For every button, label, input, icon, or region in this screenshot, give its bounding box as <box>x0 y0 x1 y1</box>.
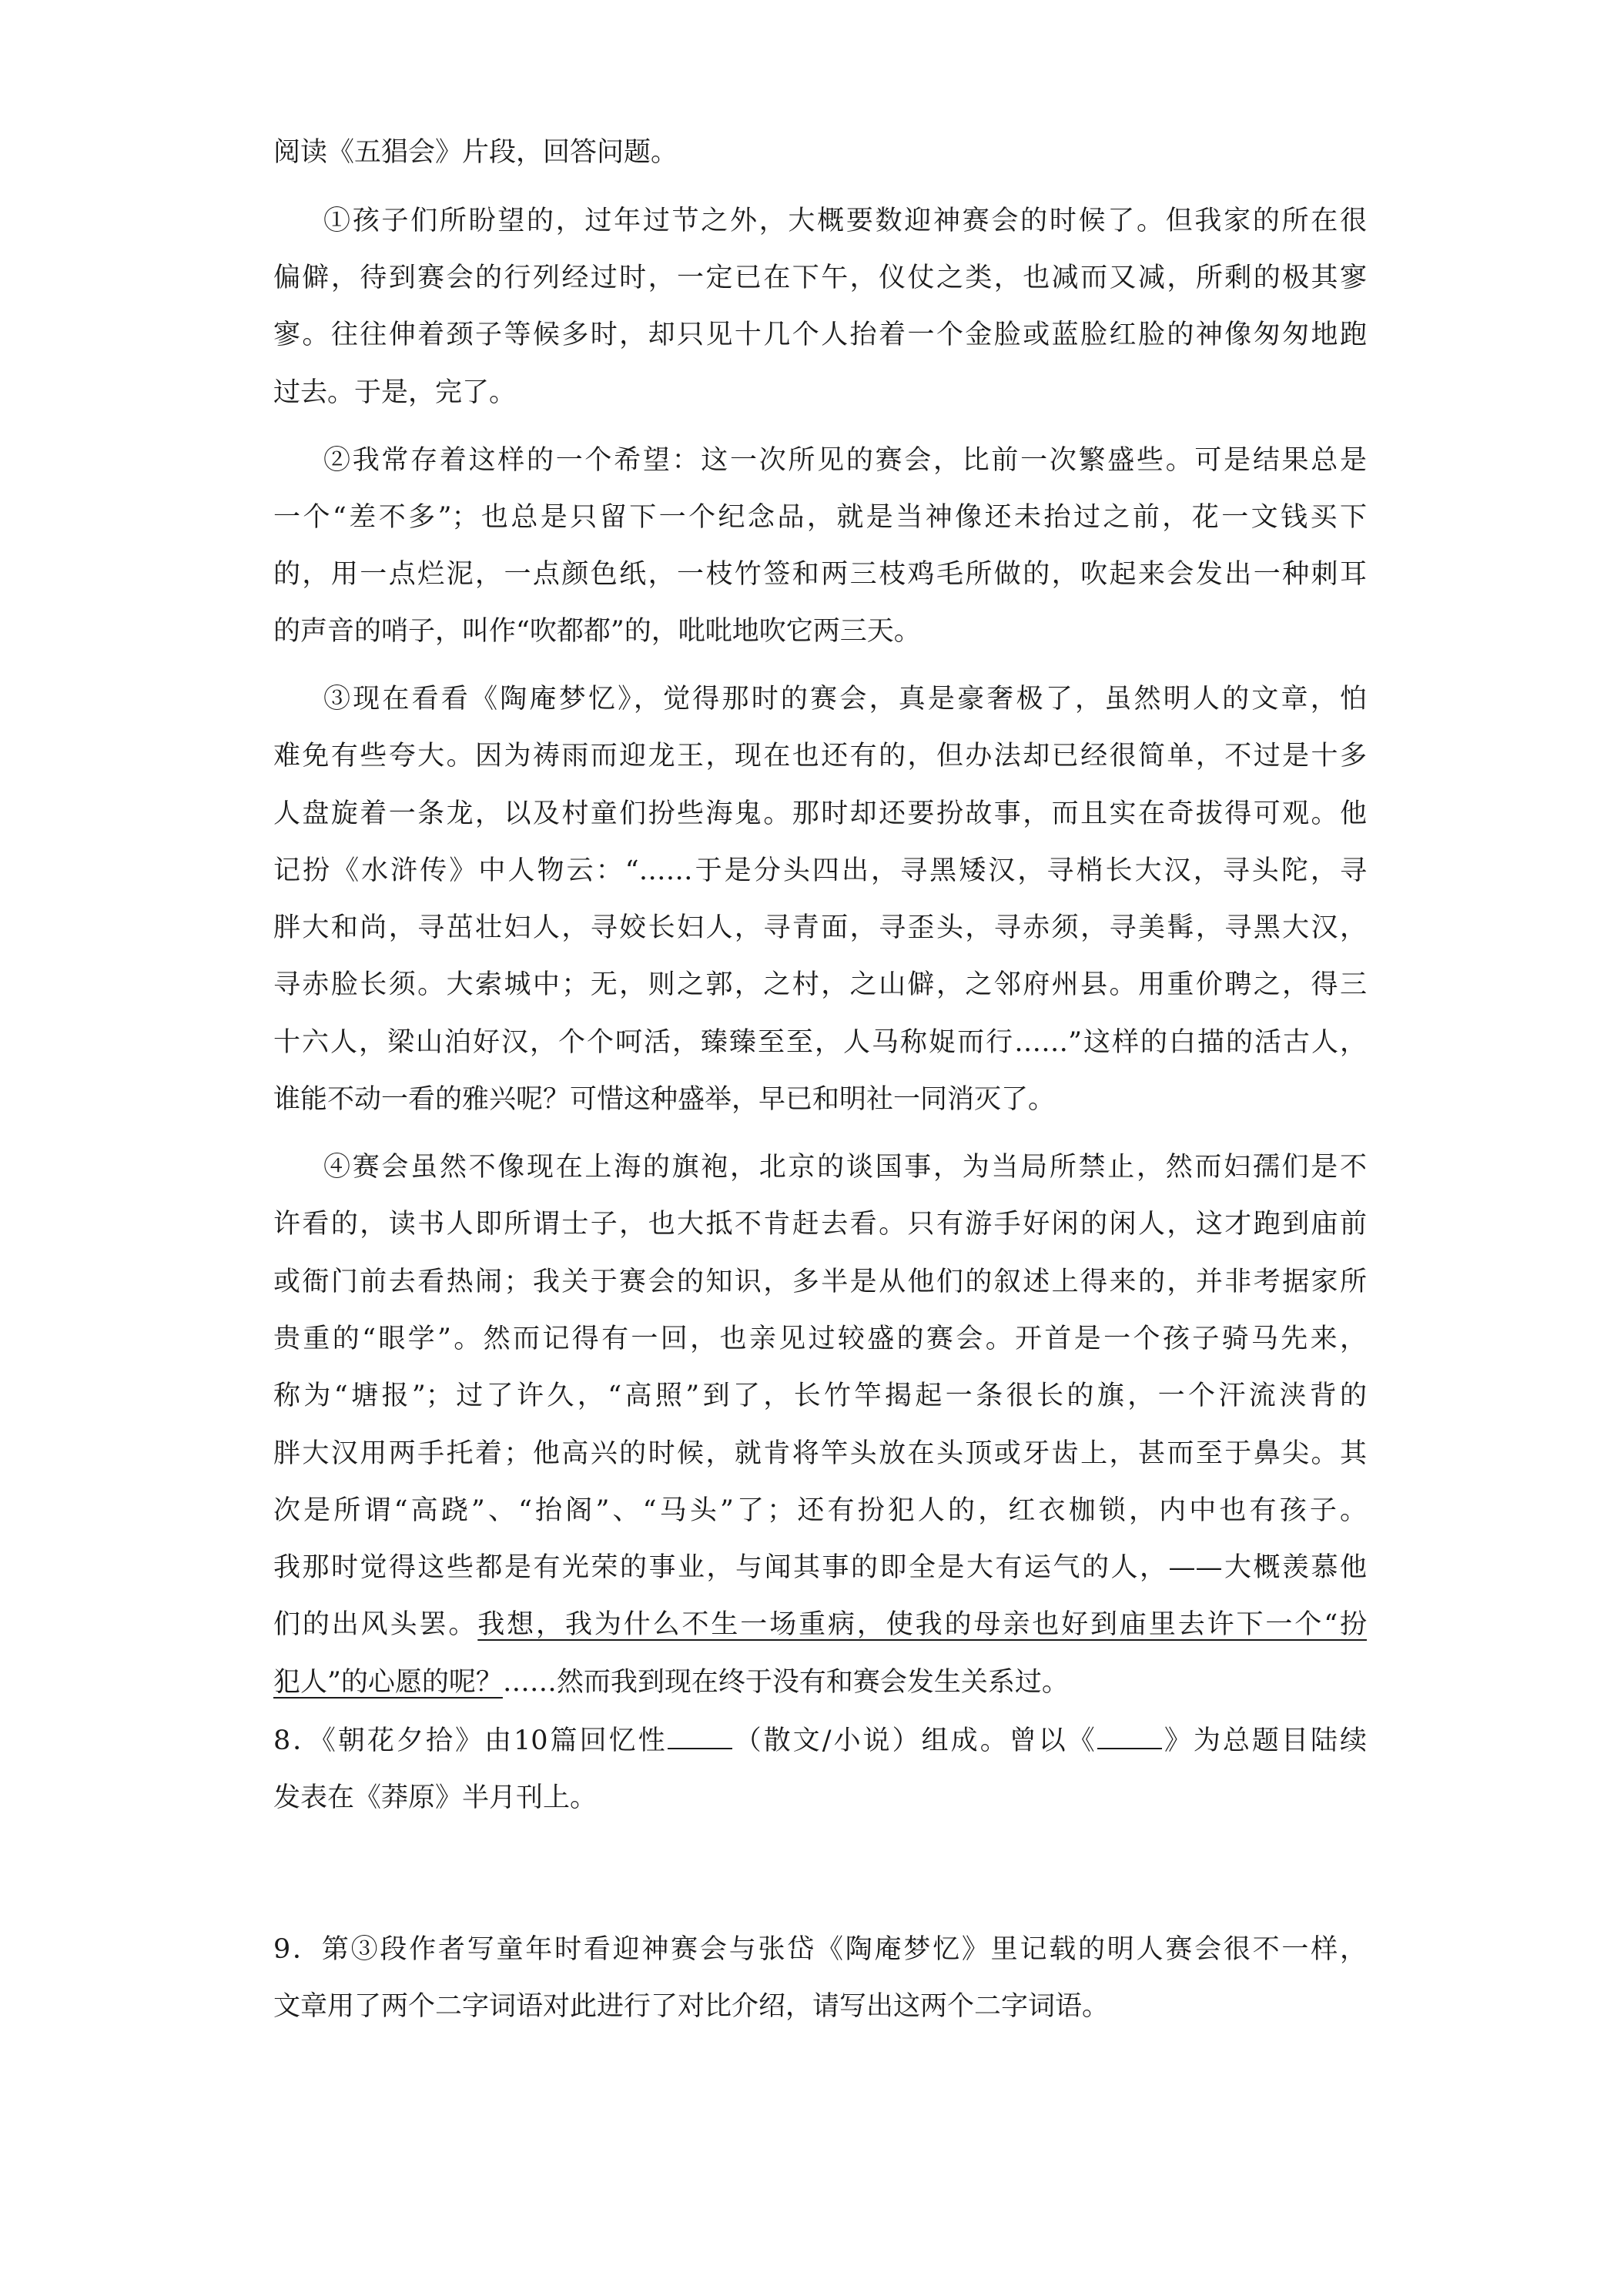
question-line: 发表在《莽原》半月刊上。 <box>273 1782 598 1813</box>
paragraph-line: 贵重的“眼学”。然而记得有一回，也亲见过较盛的赛会。开首是一个孩子骑马先来， <box>273 1324 1367 1354</box>
paragraph-line: ④赛会虽然不像现在上海的旗袍，北京的谈国事，为当局所禁止，然而妇孺们是不 <box>323 1152 1367 1183</box>
question-text: 8．《朝花夕拾》由10篇回忆性 <box>273 1725 668 1756</box>
paragraph-line: 一个“差不多”；也总是只留下一个纪念品，就是当神像还未抬过之前，花一文钱买下 <box>273 502 1367 533</box>
question-line: 文章用了两个二字词语对此进行了对比介绍，请写出这两个二字词语。 <box>273 1991 1110 2022</box>
paragraph-line: 胖大和尚，寻茁壮妇人，寻姣长妇人，寻青面，寻歪头，寻赤须，寻美髯，寻黑大汉， <box>273 912 1367 943</box>
question-line: 9．第③段作者写童年时看迎神赛会与张岱《陶庵梦忆》里记载的明人赛会很不一样， <box>273 1934 1367 1965</box>
paragraph-line: 偏僻，待到赛会的行列经过时，一定已在下午，仪仗之类，也减而又减，所剩的极其寥 <box>273 263 1367 293</box>
paragraph-line: ①孩子们所盼望的，过年过节之外，大概要数迎神赛会的时候了。但我家的所在很 <box>323 206 1367 236</box>
paragraph-line: 过去。于是，完了。 <box>273 377 517 408</box>
paragraph-line: 寻赤脸长须。大索城中；无，则之郭，之村，之山僻，之邻府州县。用重价聘之，得三 <box>273 969 1367 1000</box>
paragraph-line <box>273 1665 1367 1699</box>
underlined-sentence: 我想，我为什么不生一场重病，使我的母亲也好到庙里去许下一个“扮 <box>477 1609 1367 1640</box>
paragraph-line: ③现在看看《陶庵梦忆》，觉得那时的赛会，真是豪奢极了，虽然明人的文章，怕 <box>323 684 1367 715</box>
paragraph-line: 胖大汉用两手托着；他高兴的时候，就肯将竿头放在头顶或牙齿上，甚而至于鼻尖。其 <box>273 1438 1367 1469</box>
paragraph-line: 人盘旋着一条龙，以及村童们扮些海鬼。那时却还要扮故事，而且实在奇拔得可观。他 <box>273 798 1367 829</box>
paragraph-line: 记扮《水浒传》中人物云：“……于是分头四出，寻黑矮汉，寻梢长大汉，寻头陀，寻 <box>273 855 1367 886</box>
answer-blank-genre[interactable] <box>668 1725 732 1749</box>
paragraph-line: 次是所谓“高跷”、“抬阁”、“马头”了；还有扮犯人的，红衣枷锁，内中也有孩子。 <box>273 1495 1367 1526</box>
paragraph-line: 十六人，梁山泊好汉，个个呵活，臻臻至至，人马称娖而行……”这样的白描的活古人， <box>273 1027 1367 1058</box>
paragraph-line: 难免有些夸大。因为祷雨而迎龙王，现在也还有的，但办法却已经很简单，不过是十多 <box>273 741 1367 771</box>
paragraph-line: 许看的，读书人即所谓士子，也大抵不肯赶去看。只有游手好闲的闲人，这才跑到庙前 <box>273 1209 1367 1240</box>
paragraph-line: ②我常存着这样的一个希望：这一次所见的赛会，比前一次繁盛些。可是结果总是 <box>323 445 1367 476</box>
paragraph-line <box>273 1608 1367 1642</box>
paragraph-line: 寥。往往伸着颈子等候多时，却只见十几个人抬着一个金脸或蓝脸红脸的神像匆匆地跑 <box>273 320 1367 350</box>
paragraph-line: 或衙门前去看热闹；我关于赛会的知识，多半是从他们的叙述上得来的，并非考据家所 <box>273 1267 1367 1297</box>
underlined-sentence: 犯人”的心愿的呢？ <box>273 1667 503 1698</box>
question-line <box>273 1724 1367 1758</box>
paragraph-line: 谁能不动一看的雅兴呢？可惜这种盛举，早已和明社一同消灭了。 <box>273 1084 1056 1115</box>
paragraph-line: 的声音的哨子，叫作“吹都都”的，吡吡地吹它两三天。 <box>273 616 921 647</box>
paragraph-line: 的，用一点烂泥，一点颜色纸，一枝竹签和两三枝鸡毛所做的，吹起来会发出一种刺耳 <box>273 559 1367 590</box>
answer-blank-title[interactable] <box>1097 1725 1162 1749</box>
plain-text: ……然而我到现在终于没有和赛会发生关系过。 <box>502 1667 1069 1698</box>
question-text: 》为总题目陆续 <box>1161 1725 1367 1756</box>
question-text: （散文/小说）组成。曾以《 <box>732 1725 1097 1756</box>
plain-text: 们的出风头罢。 <box>273 1609 478 1640</box>
paragraph-line: 称为“塘报”；过了许久，“高照”到了，长竹竿揭起一条很长的旗，一个汗流浃背的 <box>273 1381 1367 1411</box>
intro-text: 阅读《五猖会》片段，回答问题。 <box>273 137 678 168</box>
paragraph-line: 我那时觉得这些都是有光荣的事业，与闻其事的即全是大有运气的人，——大概羡慕他 <box>273 1552 1367 1583</box>
